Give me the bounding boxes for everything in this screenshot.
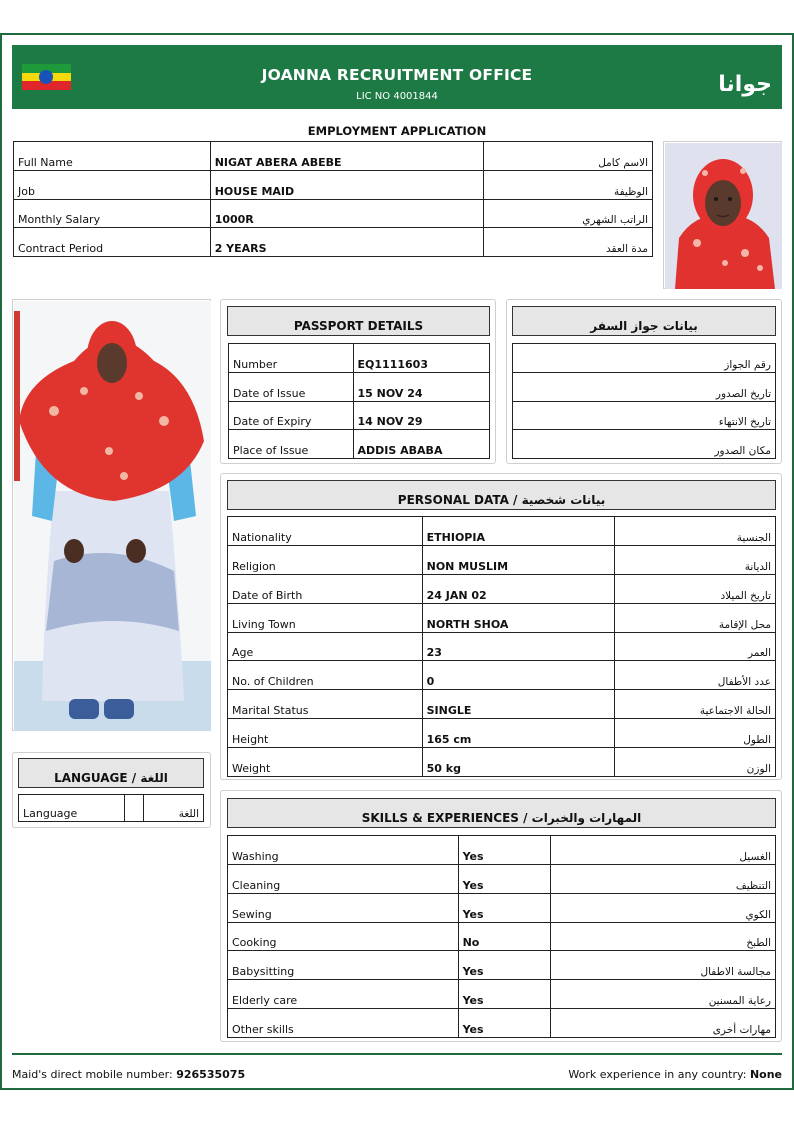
- skill-row: [228, 864, 776, 893]
- skill-value: Yes: [458, 951, 551, 980]
- personal-label: Date of Birth: [228, 574, 423, 603]
- personal-value: NON MUSLIM: [422, 545, 615, 574]
- skill-label: Sewing: [228, 893, 459, 922]
- summary-label: Full Name: [14, 142, 211, 171]
- passport-arabic-heading: بيانات جواز السفر: [512, 306, 776, 336]
- skill-label: Cooking: [228, 922, 459, 951]
- personal-label: Age: [228, 632, 423, 661]
- skill-value: Yes: [458, 980, 551, 1009]
- language-heading: LANGUAGE / اللغة: [18, 758, 204, 788]
- summary-value: NIGAT ABERA ABEBE: [210, 142, 484, 171]
- application-title: EMPLOYMENT APPLICATION: [307, 124, 487, 138]
- personal-label: Living Town: [228, 603, 423, 632]
- work-experience-line: [568, 1068, 782, 1081]
- skill-label: Elderly care: [228, 980, 459, 1009]
- license-number: LIC NO 4001844: [356, 91, 438, 102]
- skill-label: Cleaning: [228, 864, 459, 893]
- summary-row: [14, 142, 653, 171]
- personal-label-arabic: الحالة الاجتماعية: [615, 690, 776, 719]
- mobile-label: Maid's direct mobile number:: [12, 1068, 173, 1081]
- language-table: [18, 794, 204, 822]
- passport-row: [229, 344, 490, 373]
- personal-value: 24 JAN 02: [422, 574, 615, 603]
- passport-arabic-label-arabic: مكان الصدور: [513, 430, 776, 459]
- full-body-photo: [14, 301, 211, 731]
- personal-label: Weight: [228, 748, 423, 777]
- personal-label-arabic: الجنسية: [615, 517, 776, 546]
- skill-row: [228, 951, 776, 980]
- passport-heading: PASSPORT DETAILS: [227, 306, 490, 336]
- skill-label-arabic: مجالسة الاطفال: [551, 951, 776, 980]
- passport-value: EQ1111603: [353, 344, 489, 373]
- headshot-photo-frame: [663, 141, 782, 289]
- passport-arabic-label-arabic: رقم الجواز: [513, 344, 776, 373]
- skill-label-arabic: الغسيل: [551, 836, 776, 865]
- skill-row: [228, 922, 776, 951]
- summary-row: [14, 199, 653, 228]
- personal-value: 50 kg: [422, 748, 615, 777]
- skill-label-arabic: الطبخ: [551, 922, 776, 951]
- skill-label-arabic: مهارات أخرى: [551, 1009, 776, 1038]
- summary-label: Contract Period: [14, 228, 211, 257]
- passport-value: ADDIS ABABA: [353, 430, 489, 459]
- personal-row: [228, 719, 776, 748]
- experience-label: Work experience in any country:: [568, 1068, 747, 1081]
- passport-arabic-label-arabic: تاريخ الصدور: [513, 372, 776, 401]
- personal-row: [228, 632, 776, 661]
- summary-value: HOUSE MAID: [210, 170, 484, 199]
- passport-label: Number: [229, 344, 354, 373]
- headshot-photo: [665, 143, 782, 289]
- skill-label: Washing: [228, 836, 459, 865]
- skill-label: Other skills: [228, 1009, 459, 1038]
- skill-value: Yes: [458, 1009, 551, 1038]
- personal-value: ETHIOPIA: [422, 517, 615, 546]
- personal-row: [228, 748, 776, 777]
- summary-label-arabic: مدة العقد: [484, 228, 653, 257]
- passport-row: [229, 372, 490, 401]
- footer-divider: [12, 1053, 782, 1055]
- passport-label: Date of Expiry: [229, 401, 354, 430]
- passport-arabic-row: [513, 401, 776, 430]
- summary-row: [14, 228, 653, 257]
- personal-row: [228, 661, 776, 690]
- skill-row: [228, 980, 776, 1009]
- language-value-cell: [125, 795, 144, 822]
- office-arabic-name: جوانا: [718, 72, 772, 97]
- personal-row: [228, 690, 776, 719]
- summary-label: Monthly Salary: [14, 199, 211, 228]
- passport-arabic-row: [513, 430, 776, 459]
- skill-row: [228, 893, 776, 922]
- personal-value: 0: [422, 661, 615, 690]
- summary-label-arabic: الراتب الشهري: [484, 199, 653, 228]
- skill-label-arabic: رعاية المسنين: [551, 980, 776, 1009]
- personal-label: Religion: [228, 545, 423, 574]
- personal-label-arabic: الطول: [615, 719, 776, 748]
- summary-row: [14, 170, 653, 199]
- skills-heading: SKILLS & EXPERIENCES / المهارات والخبرات: [227, 798, 776, 828]
- personal-data-table: [227, 516, 776, 777]
- summary-label: Job: [14, 170, 211, 199]
- skill-label: Babysitting: [228, 951, 459, 980]
- personal-row: [228, 545, 776, 574]
- personal-label-arabic: تاريخ الميلاد: [615, 574, 776, 603]
- passport-arabic-row: [513, 344, 776, 373]
- skill-value: No: [458, 922, 551, 951]
- skill-label-arabic: التنظيف: [551, 864, 776, 893]
- full-body-photo-frame: [12, 299, 211, 731]
- passport-value: 14 NOV 29: [353, 401, 489, 430]
- personal-value: 23: [422, 632, 615, 661]
- personal-label: No. of Children: [228, 661, 423, 690]
- personal-row: [228, 574, 776, 603]
- personal-label-arabic: الديانة: [615, 545, 776, 574]
- summary-label-arabic: الاسم كامل: [484, 142, 653, 171]
- skill-label-arabic: الكوي: [551, 893, 776, 922]
- skill-value: Yes: [458, 836, 551, 865]
- passport-row: [229, 430, 490, 459]
- mobile-value: 926535075: [176, 1068, 246, 1081]
- skills-table: [227, 835, 776, 1038]
- summary-label-arabic: الوظيفة: [484, 170, 653, 199]
- mobile-number-line: [12, 1068, 245, 1081]
- personal-value: 165 cm: [422, 719, 615, 748]
- skill-row: [228, 836, 776, 865]
- office-header: [12, 45, 782, 109]
- passport-arabic-label-arabic: تاريخ الانتهاء: [513, 401, 776, 430]
- personal-label: Marital Status: [228, 690, 423, 719]
- experience-value: None: [749, 1068, 782, 1081]
- personal-label-arabic: عدد الأطفال: [615, 661, 776, 690]
- personal-label-arabic: الوزن: [615, 748, 776, 777]
- skill-value: Yes: [458, 864, 551, 893]
- passport-label: Date of Issue: [229, 372, 354, 401]
- summary-table: [13, 141, 653, 257]
- personal-row: [228, 603, 776, 632]
- passport-row: [229, 401, 490, 430]
- personal-label: Nationality: [228, 517, 423, 546]
- personal-label-arabic: محل الإقامة: [615, 603, 776, 632]
- language-label-arabic: اللغة: [144, 795, 204, 822]
- office-title: JOANNA RECRUITMENT OFFICE: [261, 66, 533, 84]
- skill-value: Yes: [458, 893, 551, 922]
- personal-row: [228, 517, 776, 546]
- passport-table: [228, 343, 490, 459]
- personal-value: SINGLE: [422, 690, 615, 719]
- passport-value: 15 NOV 24: [353, 372, 489, 401]
- personal-value: NORTH SHOA: [422, 603, 615, 632]
- personal-label-arabic: العمر: [615, 632, 776, 661]
- personal-data-heading: PERSONAL DATA / بيانات شخصية: [227, 480, 776, 510]
- passport-label: Place of Issue: [229, 430, 354, 459]
- summary-value: 1000R: [210, 199, 484, 228]
- passport-arabic-table: [512, 343, 776, 459]
- passport-arabic-row: [513, 372, 776, 401]
- language-label: Language: [19, 795, 125, 822]
- skill-row: [228, 1009, 776, 1038]
- summary-value: 2 YEARS: [210, 228, 484, 257]
- personal-label: Height: [228, 719, 423, 748]
